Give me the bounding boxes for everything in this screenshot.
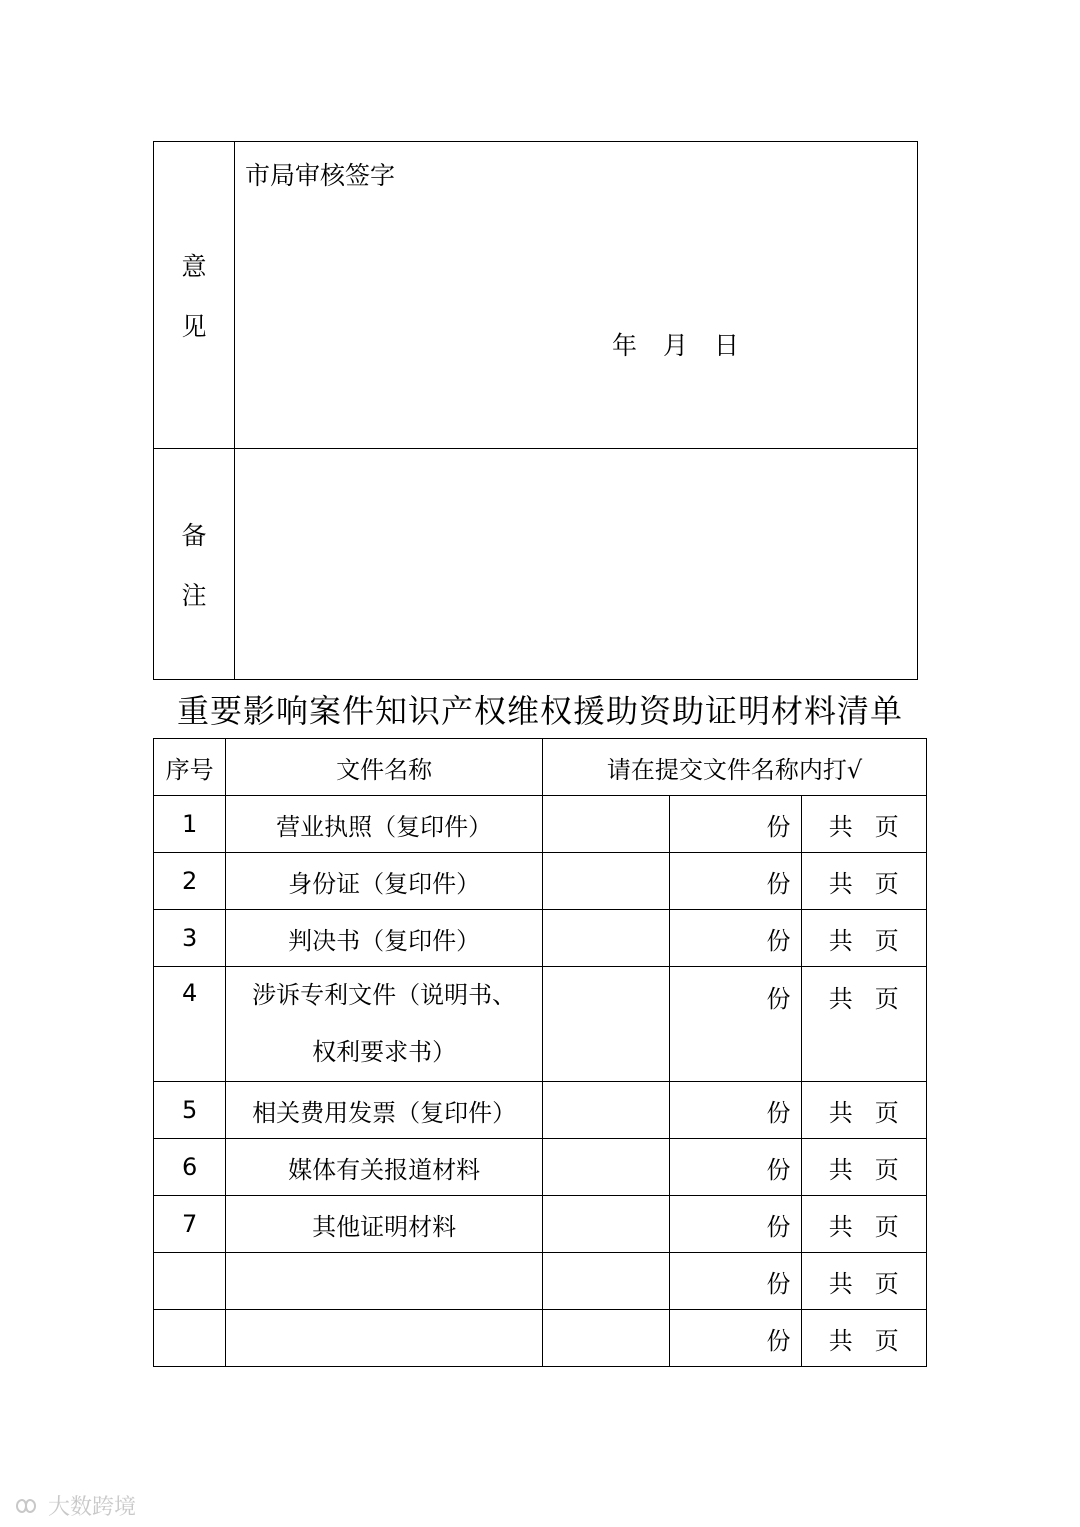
file-name-line: 权利要求书） (312, 1038, 457, 1066)
row-check-field[interactable] (543, 1139, 670, 1196)
row-check-field[interactable] (543, 1196, 670, 1253)
row-pages[interactable] (801, 1253, 926, 1310)
pages-unit: 页 (874, 1326, 899, 1355)
table-row (154, 1139, 927, 1196)
pages-unit: 页 (874, 1155, 899, 1184)
table-row (154, 796, 927, 853)
file-name-line: 媒体有关报道材料 (288, 1155, 481, 1184)
pages-prefix: 共 (828, 1212, 853, 1241)
row-file-name (226, 1253, 543, 1310)
row-seq: 6 (154, 1139, 226, 1196)
row-file-name (226, 910, 543, 967)
row-pages[interactable] (801, 967, 926, 1082)
row-seq: 4 (154, 967, 226, 1082)
opinion-label-char: 意 (181, 252, 207, 281)
pages-prefix: 共 (828, 1098, 853, 1127)
row-copies[interactable]: 份 (670, 1082, 801, 1139)
row-copies[interactable]: 份 (670, 1139, 801, 1196)
header-seq: 序号 (154, 739, 226, 796)
row-check-field[interactable] (543, 1082, 670, 1139)
row-copies[interactable]: 份 (670, 853, 801, 910)
pages-prefix: 共 (828, 985, 853, 1013)
pages-unit: 页 (874, 1269, 899, 1298)
table-row (154, 1196, 927, 1253)
pages-prefix: 共 (828, 926, 853, 955)
file-name-line: 营业执照（复印件） (276, 812, 493, 841)
pages-prefix: 共 (828, 1155, 853, 1184)
row-pages[interactable] (801, 853, 926, 910)
date-day: 日 (713, 331, 741, 360)
materials-body (154, 796, 927, 1367)
row-pages[interactable] (801, 1196, 926, 1253)
row-copies[interactable]: 份 (670, 1310, 801, 1367)
date-year: 年 (612, 331, 640, 360)
opinion-label-cell (154, 142, 235, 449)
row-seq: 2 (154, 853, 226, 910)
table-row (154, 1082, 927, 1139)
row-pages[interactable] (801, 796, 926, 853)
row-file-name (226, 1082, 543, 1139)
remarks-label-char: 备 (181, 521, 207, 550)
remarks-label (181, 516, 206, 612)
row-file-name (226, 853, 543, 910)
table-row (154, 853, 927, 910)
opinion-label-char: 见 (181, 312, 207, 341)
date-month: 月 (662, 331, 690, 360)
pages-unit: 页 (874, 812, 899, 841)
materials-table (153, 738, 927, 1367)
pages-unit: 页 (874, 1212, 899, 1241)
row-copies[interactable]: 份 (670, 1253, 801, 1310)
header-check: 请在提交文件名称内打√ (543, 739, 927, 796)
signature-label: 市局审核签字 (245, 161, 396, 190)
table-row (154, 910, 927, 967)
header-name: 文件名称 (226, 739, 543, 796)
row-seq (154, 1253, 226, 1310)
pages-prefix: 共 (828, 1269, 853, 1298)
row-check-field[interactable] (543, 853, 670, 910)
opinion-label (181, 247, 206, 343)
row-seq: 3 (154, 910, 226, 967)
row-pages[interactable] (801, 910, 926, 967)
watermark (8, 1490, 136, 1521)
row-check-field[interactable] (543, 967, 670, 1082)
pages-unit: 页 (874, 926, 899, 955)
table-row (154, 1253, 927, 1310)
file-name-line: 涉诉专利文件（说明书、 (252, 981, 517, 1009)
row-file-name (226, 1139, 543, 1196)
remarks-field[interactable] (235, 449, 918, 680)
row-seq (154, 1310, 226, 1367)
remarks-label-cell (154, 449, 235, 680)
document-title: 重要影响案件知识产权维权援助资助证明材料清单 (176, 692, 903, 730)
row-copies[interactable]: 份 (670, 967, 801, 1082)
row-file-name (226, 796, 543, 853)
pages-prefix: 共 (828, 1326, 853, 1355)
opinion-field[interactable] (235, 142, 918, 449)
row-seq: 5 (154, 1082, 226, 1139)
pages-unit: 页 (874, 869, 899, 898)
pages-unit: 页 (874, 985, 899, 1013)
row-copies[interactable]: 份 (670, 1196, 801, 1253)
remarks-label-char: 注 (181, 581, 207, 610)
row-pages[interactable] (801, 1082, 926, 1139)
row-seq: 1 (154, 796, 226, 853)
row-pages[interactable] (801, 1139, 926, 1196)
table-row (154, 967, 927, 1082)
file-name-line: 身份证（复印件） (288, 869, 481, 898)
file-name-line: 其他证明材料 (312, 1212, 457, 1241)
pages-unit: 页 (874, 1098, 899, 1127)
infinity-logo-icon (8, 1496, 44, 1516)
watermark-text: 大数跨境 (48, 1495, 137, 1520)
row-file-name (226, 1196, 543, 1253)
row-copies[interactable]: 份 (670, 910, 801, 967)
row-check-field[interactable] (543, 910, 670, 967)
date-line (612, 326, 755, 362)
row-pages[interactable] (801, 1310, 926, 1367)
row-copies[interactable]: 份 (670, 796, 801, 853)
row-check-field[interactable] (543, 1310, 670, 1367)
pages-prefix: 共 (828, 869, 853, 898)
file-name-line: 相关费用发票（复印件） (252, 1098, 517, 1127)
row-check-field[interactable] (543, 1253, 670, 1310)
row-file-name (226, 1310, 543, 1367)
row-seq: 7 (154, 1196, 226, 1253)
pages-prefix: 共 (828, 812, 853, 841)
row-file-name (226, 967, 543, 1082)
table-header-row (154, 739, 927, 796)
file-name-line: 判决书（复印件） (288, 926, 481, 955)
row-check-field[interactable] (543, 796, 670, 853)
opinion-table (153, 141, 918, 680)
table-row (154, 1310, 927, 1367)
